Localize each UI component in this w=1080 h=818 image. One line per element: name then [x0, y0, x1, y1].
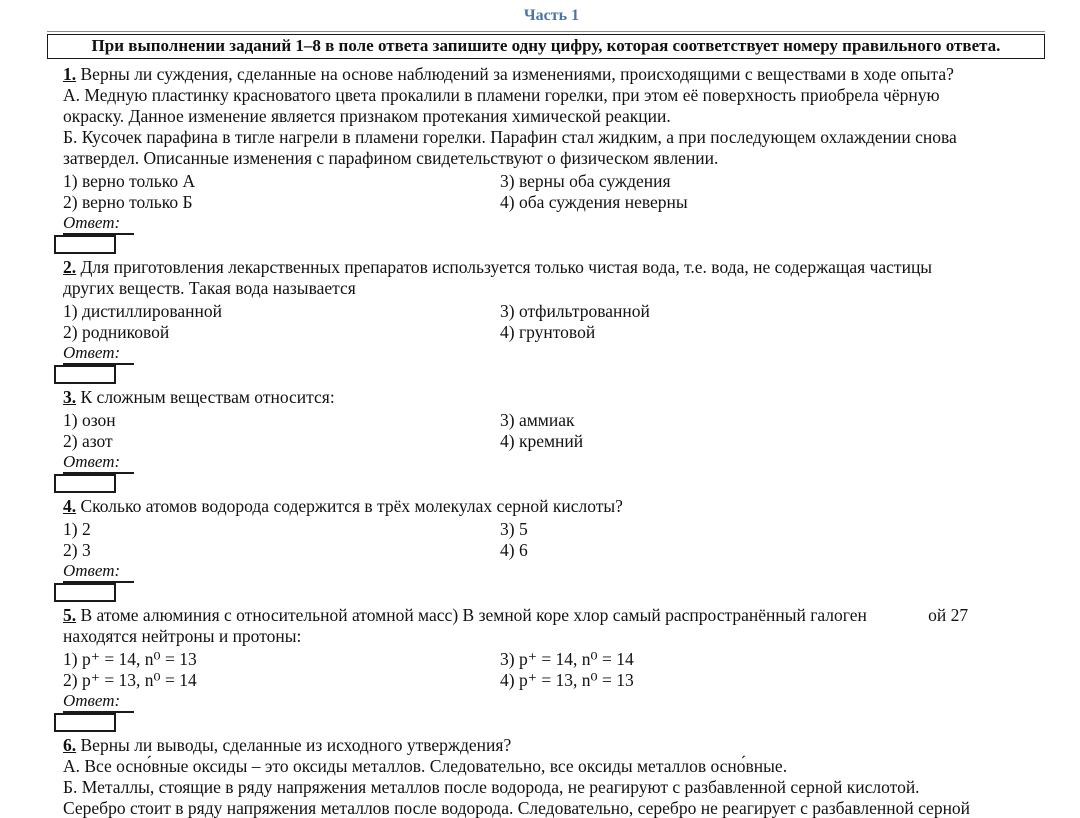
question-line: находятся нейтроны и протоны: — [63, 626, 302, 646]
page-title: Часть 1 — [523, 7, 580, 24]
question-lines — [63, 605, 1040, 647]
option-2: 2) 3 — [63, 540, 91, 560]
option-4: 4) грунтовой — [500, 322, 596, 342]
instruction-box: При выполнении заданий 1–8 в поле ответа запишите одну цифру, которая соответствует номеру правильного ответа. — [47, 34, 1045, 59]
option-4: 4) кремний — [500, 431, 584, 451]
question-options — [63, 171, 1040, 213]
question-block — [63, 496, 1040, 602]
question-block — [63, 387, 1040, 493]
option-3: 3) аммиак — [500, 410, 575, 430]
answer-input-box[interactable] — [54, 583, 116, 602]
questions — [63, 64, 1040, 818]
answer-label: Ответ: — [63, 344, 134, 365]
answer-section — [63, 692, 1040, 732]
option-3: 3) отфильтрованной — [500, 301, 650, 321]
option-1: 1) p⁺ = 14, n⁰ = 13 — [63, 649, 197, 669]
question-line: Серебро стоит в ряду напряжения металлов после водорода. Следовательно, серебро не реагирует с разбавленной серной — [63, 798, 971, 818]
question-options — [63, 410, 1040, 452]
answer-label: Ответ: — [63, 214, 134, 235]
question-line: 1. Верны ли суждения, сделанные на основе наблюдений за изменениями, происходящими с веществами в ходе опыта? — [63, 64, 954, 84]
question-options — [63, 649, 1040, 691]
question-lines — [63, 387, 1040, 408]
option-3: 3) 5 — [500, 519, 528, 539]
option-3: 3) верны оба суждения — [500, 171, 671, 191]
answer-input-box[interactable] — [54, 713, 116, 732]
option-4: 4) оба суждения неверны — [500, 192, 688, 212]
question-number: 4. — [63, 496, 77, 516]
option-2: 2) верно только Б — [63, 192, 193, 212]
answer-input-box[interactable] — [54, 474, 116, 493]
option-1: 1) верно только А — [63, 171, 196, 191]
option-2: 2) p⁺ = 13, n⁰ = 14 — [63, 670, 197, 690]
question-line: затвердел. Описанные изменения с парафином свидетельствуют о физическом явлении. — [63, 148, 719, 168]
instruction-rule — [47, 31, 1045, 59]
question-line: Б. Металлы, стоящие в ряду напряжения металлов после водорода, не реагируют с разбавленной серной кислотой. — [63, 777, 920, 797]
answer-input-box[interactable] — [54, 235, 116, 254]
question-line: окраску. Данное изменение является признаком протекания химической реакции. — [63, 106, 671, 126]
question-line: 5. В атоме алюминия с относительной атомной масс) В земной коре хлор самый распространённый галоген ой 27 — [63, 605, 969, 625]
option-4: 4) p⁺ = 13, n⁰ = 13 — [500, 670, 634, 690]
option-1: 1) озон — [63, 410, 116, 430]
question-lines — [63, 735, 1040, 818]
option-1: 1) 2 — [63, 519, 91, 539]
question-block — [63, 605, 1040, 732]
answer-label: Ответ: — [63, 453, 134, 474]
answer-section — [63, 214, 1040, 254]
question-number: 1. — [63, 64, 77, 84]
option-2: 2) родниковой — [63, 322, 170, 342]
option-1: 1) дистиллированной — [63, 301, 222, 321]
question-line: 6. Верны ли выводы, сделанные из исходного утверждения? — [63, 735, 512, 755]
question-line: А. Медную пластинку красноватого цвета прокалили в пламени горелки, при этом её поверхность приобрела чёрную — [63, 85, 940, 105]
answer-label: Ответ: — [63, 692, 134, 713]
question-block — [63, 64, 1040, 254]
question-number: 5. — [63, 605, 77, 625]
question-lines — [63, 496, 1040, 517]
question-number: 2. — [63, 257, 77, 277]
question-lines — [63, 257, 1040, 299]
option-2: 2) азот — [63, 431, 113, 451]
question-line: других веществ. Такая вода называется — [63, 278, 356, 298]
question-options — [63, 301, 1040, 343]
answer-section — [63, 562, 1040, 602]
answer-section — [63, 453, 1040, 493]
option-3: 3) p⁺ = 14, n⁰ = 14 — [500, 649, 634, 669]
question-block — [63, 735, 1040, 818]
option-4: 4) 6 — [500, 540, 528, 560]
question-line: 4. Сколько атомов водорода содержится в трёх молекулах серной кислоты? — [63, 496, 623, 516]
question-line: 2. Для приготовления лекарственных препаратов используется только чистая вода, т.е. вода, не содержащая частицы — [63, 257, 933, 277]
question-line: А. Все осно́вные оксиды – это оксиды металлов. Следовательно, все оксиды металлов осно́вные. — [63, 756, 788, 776]
question-line: 3. К сложным веществам относится: — [63, 387, 335, 407]
answer-label: Ответ: — [63, 562, 134, 583]
question-number: 3. — [63, 387, 77, 407]
question-number: 6. — [63, 735, 77, 755]
answer-section — [63, 344, 1040, 384]
question-lines — [63, 64, 1040, 169]
answer-input-box[interactable] — [54, 365, 116, 384]
question-options — [63, 519, 1040, 561]
question-block — [63, 257, 1040, 384]
question-line: Б. Кусочек парафина в тигле нагрели в пламени горелки. Парафин стал жидким, а при последующем охлаждении снова — [63, 127, 957, 147]
